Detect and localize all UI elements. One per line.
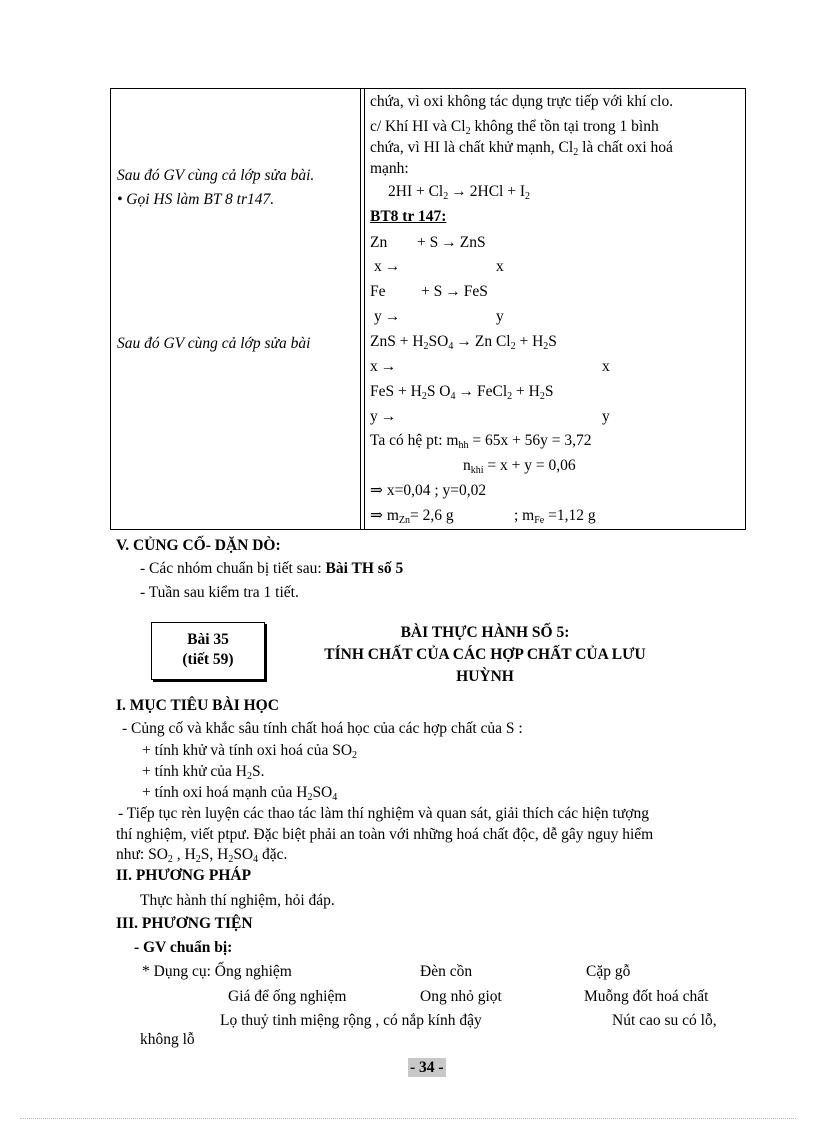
section-v-item: - Các nhóm chuẩn bị tiết sau: Bài TH số 5 xyxy=(140,560,404,577)
table-divider xyxy=(360,89,361,529)
reaction-zn-s: + S → ZnS xyxy=(417,234,486,251)
equipment-item: không lỗ xyxy=(140,1031,195,1048)
mol-y-2-product: y xyxy=(602,408,610,425)
objective-line: - Tiếp tục rèn luyện các thao tác làm thí nghiệm và quan sát, giải thích các hiện tượng xyxy=(118,805,649,822)
equipment-item: * Dụng cụ: Ống nghiệm xyxy=(142,963,292,980)
method-line: Thực hành thí nghiệm, hỏi đáp. xyxy=(140,892,335,909)
mol-y-2: y → xyxy=(370,408,397,425)
table-divider-inner xyxy=(364,89,365,529)
teacher-note-2: • Gọi HS làm BT 8 tr147. xyxy=(117,191,275,208)
system-eq-1: Ta có hệ pt: $m_{hh} = 65x + 56y = 3,72$ xyxy=(370,432,592,451)
solution-2: ⇒ $m_{Zn}= 2,6$ g xyxy=(370,507,454,526)
system-eq-2: $n_{khí} = x + y = 0,06$ xyxy=(463,457,576,476)
answer-line: mạnh: xyxy=(370,160,409,177)
section-v-item: - Tuần sau kiểm tra 1 tiết. xyxy=(140,584,299,601)
mol-y-product: y xyxy=(496,308,504,325)
exercise-heading: BT8 tr 147: xyxy=(370,208,447,225)
reaction-fes-h2so4: FeS + $H_2S$ $O_4$ → FeCl$_2$ + $H_2S$ xyxy=(370,383,554,402)
reaction-fe: Fe xyxy=(370,283,386,300)
answer-line: chứa, vì HI là chất khử mạnh, $Cl_2$ là chất oxi hoá xyxy=(370,139,673,158)
reaction-fe-s: + S → FeS xyxy=(421,283,488,300)
reaction-zns-h2so4: ZnS + $H_2SO_4 \to Zn$ $Cl_2 + H_2S$ xyxy=(370,333,557,352)
lab-title xyxy=(280,622,690,688)
answer-line: c/ Khí HI và $Cl_2$ không thể tồn tại trong 1 bình xyxy=(370,118,659,137)
teacher-prep-heading: - GV chuẩn bị: xyxy=(134,939,233,956)
mol-y: y → xyxy=(374,308,401,325)
lab-title-line: BÀI THỰC HÀNH SỐ 5: xyxy=(400,624,570,641)
reaction-zn: Zn xyxy=(370,234,388,251)
equation: $2HI + Cl_2 \to 2HCl + I_2$ xyxy=(388,183,530,202)
objective-line: thí nghiệm, viết ptpư. Đặc biệt phải an toàn với những hoá chất độc, dễ gây nguy hiểm xyxy=(116,826,654,843)
mol-x-2: x → xyxy=(370,358,397,375)
objective-line: - Củng cố và khắc sâu tính chất hoá học của các hợp chất của S : xyxy=(122,720,523,737)
equipment-item: Cặp gỗ xyxy=(586,963,631,980)
mol-x-product: x xyxy=(496,258,504,275)
lab-title-line: TÍNH CHẤT CỦA CÁC HỢP CHẤT CỦA LƯU xyxy=(324,646,646,663)
equipment-item: Giá để ống nghiệm xyxy=(228,988,347,1005)
equipment-item: Nút cao su có lỗ, xyxy=(612,1012,717,1029)
section-v-heading: V. CỦNG CỐ- DẶN DÒ: xyxy=(116,537,281,554)
mol-x-2-product: x xyxy=(602,358,610,375)
section-i-heading: I. MỤC TIÊU BÀI HỌC xyxy=(116,697,279,714)
lesson-box xyxy=(151,622,265,680)
teacher-note-1: Sau đó GV cùng cả lớp sửa bài. xyxy=(117,167,315,184)
lesson-period: (tiết 59) xyxy=(182,651,234,668)
answer-line: chứa, vì oxi không tác dụng trực tiếp với khí clo. xyxy=(370,93,674,110)
objective-line: + tính oxi hoá mạnh của $H_2SO_4$ xyxy=(142,784,338,803)
equipment-item: Đèn cồn xyxy=(420,963,473,980)
teacher-note-3: Sau đó GV cùng cả lớp sửa bài xyxy=(117,335,311,352)
section-ii-heading: II. PHƯƠNG PHÁP xyxy=(116,867,252,884)
lab-title-line: HUỲNH xyxy=(456,668,514,685)
section-iii-heading: III. PHƯƠNG TIỆN xyxy=(116,915,253,932)
solution-1: ⇒ x=0,04 ; y=0,02 xyxy=(370,482,487,499)
page-number: - 34 - xyxy=(410,1059,444,1076)
lesson-number: Bài 35 xyxy=(187,631,229,648)
objective-line: như: $SO_2$ , $H_2S$, $H_2SO_4$ đặc. xyxy=(116,846,288,865)
equipment-item: Lọ thuỷ tinh miệng rộng , có nắp kính đậy xyxy=(220,1012,482,1029)
objective-line: + tính khử và tính oxi hoá của $SO_2$ xyxy=(142,742,358,761)
solution-2-fe: ; $m_{Fe} =1,12$ g xyxy=(514,507,596,526)
equipment-item: Ong nhỏ giọt xyxy=(420,988,502,1005)
equipment-item: Muỗng đốt hoá chất xyxy=(584,988,709,1005)
mol-x: x → xyxy=(374,258,401,275)
objective-line: + tính khử của $H_2S$. xyxy=(142,763,265,782)
answer-table xyxy=(110,88,746,530)
page-bottom-border xyxy=(20,1118,796,1119)
